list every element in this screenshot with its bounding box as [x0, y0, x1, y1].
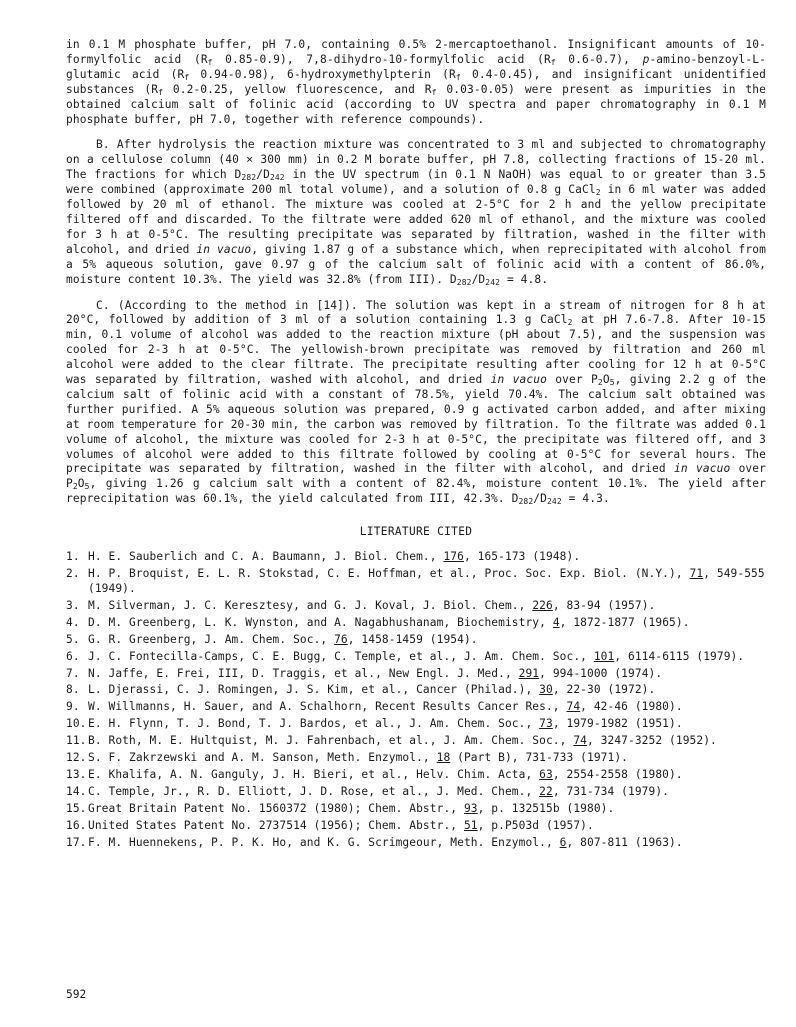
- literature-heading: LITERATURE CITED: [359, 525, 473, 539]
- reference-volume: 71: [689, 567, 704, 581]
- reference-volume: 176: [443, 550, 464, 564]
- reference-item: [66, 650, 766, 665]
- reference-citation: W. Willmanns, H. Sauer, and A. Schalhorn, Recent Results Cancer Res.,: [88, 700, 567, 714]
- reference-volume: 6: [559, 835, 567, 849]
- reference-number: 5.: [66, 632, 80, 646]
- reference-number: 2.: [66, 567, 80, 581]
- reference-citation: L. Djerassi, C. J. Romingen, J. S. Kim, et al., Cancer (Philad.),: [88, 683, 540, 697]
- reference-citation: United States Patent No. 2737514 (1956); Chem. Abstr.,: [88, 818, 464, 832]
- reference-pages: , 1458-1459 (1954).: [347, 632, 478, 646]
- reference-number: 3.: [66, 598, 80, 612]
- reference-pages: , 165-173 (1948).: [463, 550, 581, 564]
- reference-volume: 93: [463, 801, 478, 815]
- reference-item: [66, 683, 766, 698]
- reference-volume: 74: [573, 734, 587, 748]
- reference-citation: G. R. Greenberg, J. Am. Chem. Soc.,: [88, 632, 335, 646]
- reference-item: [66, 717, 766, 732]
- reference-item: [66, 633, 766, 648]
- reference-volume: 291: [518, 666, 540, 680]
- paragraph-method-c: C. (According to the method in [14]). The solution was kept in a stream of nitrogen for 8 h at 20°C, followed by addition of 3 ml of a solution containing 1.3 g CaCl$_2$ at pH 7.6-7.8. After 10-15 min, 0.1 volume of alcohol was added to the reaction mixture (pH about 7.5), and the suspension was cooled for 2-3 h at 0-5°C. The yellowish-brown precipitate was removed by filtration and 260 ml alcohol were added to the clear filtrate. The precipitate resulting after cooling for 12 h at 0-5°C was separated by filtration, washed with alcohol, and dried in vacuo over $P_2O_5$, giving 2.2 g of the calcium salt of folinic acid with a constant of 78.5%, yield 70.4%. The calcium salt obtained was further purified. A 5% aqueous solution was prepared, 0.9 g activated carbon added, and after mixing at room temperature for 20-30 min, the carbon was removed by filtration. To the filtrate was added 0.1 volume of alcohol, the mixture was cooled for 2-3 h at 0-5°C, the precipitate was filtered off, and 3 volumes of alcohol were added to this filtrate followed by cooling at 0-5°C for several hours. The precipitate was separated by filtration, washed in the filter with alcohol, and dried in vacuo over $P_2O_5$, giving 1.26 g calcium salt with a content of 82.4%, moisture content 10.1%. The yield after reprecipitation was 60.1%, the yield calculated from III, 42.3%. $D_{282}/D_{242} = 4.3$.: [66, 298, 767, 507]
- reference-item: [66, 819, 766, 834]
- reference-item: [66, 785, 766, 800]
- reference-volume: 76: [334, 632, 348, 646]
- reference-volume: 226: [532, 598, 553, 612]
- reference-list: [66, 550, 766, 850]
- reference-volume: 63: [539, 767, 553, 781]
- reference-volume: 74: [566, 700, 581, 714]
- reference-citation: E. H. Flynn, T. J. Bond, T. J. Bardos, et al., J. Am. Chem. Soc.,: [88, 717, 540, 731]
- reference-pages: , 6114-6115 (1979).: [614, 649, 745, 663]
- reference-citation: B. Roth, M. E. Hultquist, M. J. Fahrenbach, et al., J. Am. Chem. Soc.,: [88, 734, 574, 748]
- reference-number: 7.: [66, 666, 80, 680]
- paragraph-continuation: in 0.1 M phosphate buffer, pH 7.0, containing 0.5% 2-mercaptoethanol. Insignificant amounts of 10-formylfolic acid ($R_f$ 0.85-0.9), 7,8-dihydro-10-formylfolic acid ($R_f$ 0.6-0.7), p-amino-benzoyl-L-glutamic acid ($R_f$ 0.94-0.98), 6-hydroxymethylpterin ($R_f$ 0.4-0.45), and insignificant unidentified substances ($R_f$ 0.2-0.25, yellow fluorescence, and $R_f$ 0.03-0.05) were present as impurities in the obtained calcium salt of folinic acid (according to UV spectra and paper chromatography in 0.1 M phosphate buffer, pH 7.0, together with reference compounds).: [66, 38, 767, 126]
- reference-number: 8.: [66, 683, 80, 697]
- reference-pages: , 994-1000 (1974).: [539, 666, 663, 680]
- reference-pages: , 83-94 (1957).: [552, 598, 656, 612]
- reference-item: [66, 768, 766, 783]
- reference-number: 10.: [66, 717, 87, 731]
- reference-number: 11.: [66, 734, 87, 748]
- reference-number: 9.: [66, 700, 80, 714]
- reference-item: [66, 550, 766, 565]
- reference-pages: , 549-555 (1949).: [88, 567, 765, 595]
- reference-citation: M. Silverman, J. C. Keresztesy, and G. J. Koval, J. Biol. Chem.,: [88, 598, 533, 612]
- reference-number: 4.: [66, 615, 80, 629]
- reference-citation: S. F. Zakrzewski and A. M. Sanson, Meth. Enzymol.,: [88, 751, 437, 765]
- reference-pages: (Part B), 731-733 (1971).: [450, 751, 629, 765]
- reference-item: [66, 802, 766, 817]
- reference-citation: Great Britain Patent No. 1560372 (1980); Chem. Abstr.,: [88, 801, 464, 815]
- reference-number: 16.: [66, 818, 87, 832]
- reference-number: 6.: [66, 649, 80, 663]
- reference-pages: , p. 132515b (1980).: [477, 801, 615, 815]
- reference-number: 1.: [66, 550, 80, 564]
- reference-pages: , 1872-1877 (1965).: [559, 615, 690, 629]
- reference-item: [66, 616, 766, 631]
- reference-item: [66, 667, 766, 682]
- reference-pages: , 3247-3252 (1952).: [587, 734, 717, 748]
- reference-number: 15.: [66, 801, 87, 815]
- reference-pages: , 1979-1982 (1951).: [552, 717, 683, 731]
- reference-number: 14.: [66, 784, 87, 798]
- reference-pages: , p.P503d (1957).: [477, 818, 594, 832]
- reference-citation: E. Khalifa, A. N. Ganguly, J. H. Bieri, et al., Helv. Chim. Acta,: [88, 767, 540, 781]
- reference-item: [66, 734, 766, 749]
- reference-citation: N. Jaffe, E. Frei, III, D. Traggis, et al., New Engl. J. Med.,: [88, 666, 519, 680]
- page-body: [66, 38, 766, 853]
- reference-volume: 51: [463, 818, 478, 832]
- reference-citation: J. C. Fontecilla-Camps, C. E. Bugg, C. Temple, et al., J. Am. Chem. Soc.,: [88, 649, 594, 663]
- reference-number: 13.: [66, 767, 87, 781]
- reference-item: [66, 836, 766, 851]
- reference-item: [66, 599, 766, 614]
- reference-volume: 4: [552, 615, 560, 629]
- reference-citation: F. M. Huennekens, P. P. K. Ho, and K. G. Scrimgeour, Meth. Enzymol.,: [88, 835, 560, 849]
- reference-pages: , 22-30 (1972).: [552, 683, 656, 697]
- reference-item: [66, 700, 766, 715]
- reference-volume: 22: [539, 784, 553, 798]
- reference-number: 17.: [66, 835, 87, 849]
- reference-pages: , 42-46 (1980).: [580, 700, 683, 714]
- reference-volume: 30: [539, 683, 553, 697]
- reference-citation: H. P. Broquist, E. L. R. Stokstad, C. E. Hoffman, et al., Proc. Soc. Exp. Biol. (N.Y.),: [88, 567, 690, 581]
- reference-citation: D. M. Greenberg, L. K. Wynston, and A. Nagabhushanam, Biochemistry,: [88, 615, 553, 629]
- reference-pages: , 807-811 (1963).: [566, 835, 683, 849]
- reference-volume: 73: [539, 717, 553, 731]
- reference-pages: , 731-734 (1979).: [552, 784, 670, 798]
- reference-volume: 101: [593, 649, 615, 663]
- reference-item: [66, 751, 766, 766]
- page-number: 592: [66, 988, 87, 1001]
- reference-item: [66, 567, 766, 597]
- reference-citation: H. E. Sauberlich and C. A. Baumann, J. Biol. Chem.,: [88, 550, 444, 564]
- reference-citation: C. Temple, Jr., R. D. Elliott, J. D. Rose, et al., J. Med. Chem.,: [88, 784, 540, 798]
- reference-pages: , 2554-2558 (1980).: [552, 767, 683, 781]
- reference-number: 12.: [66, 751, 87, 765]
- reference-volume: 18: [436, 751, 451, 765]
- paragraph-method-b: B. After hydrolysis the reaction mixture was concentrated to 3 ml and subjected to chromatography on a cellulose column (40 × 300 mm) in 0.2 M borate buffer, pH 7.8, collecting fractions of 15-20 ml. The fractions for which $D_{282}/D_{242}$ in the UV spectrum (in 0.1 N NaOH) was equal to or greater than 3.5 were combined (approximate 200 ml total volume), and a solution of 0.8 g CaCl$_2$ in 6 ml water was added followed by 20 ml of ethanol. The mixture was cooled at 2-5°C for 2 h and the yellow precipitate filtered off and discarded. To the filtrate were added 620 ml of ethanol, and the mixture was cooled for 3 h at 0-5°C. The resulting precipitate was separated by filtration, washed in the filter with alcohol, and dried in vacuo, giving 1.87 g of a substance which, when reprecipitated with alcohol from a 5% aqueous solution, gave 0.97 g of the calcium salt of folinic acid with a content of 86.0%, moisture content 10.3%. The yield was 32.8% (from III). $D_{282}/D_{242} = 4.8$.: [66, 138, 766, 287]
